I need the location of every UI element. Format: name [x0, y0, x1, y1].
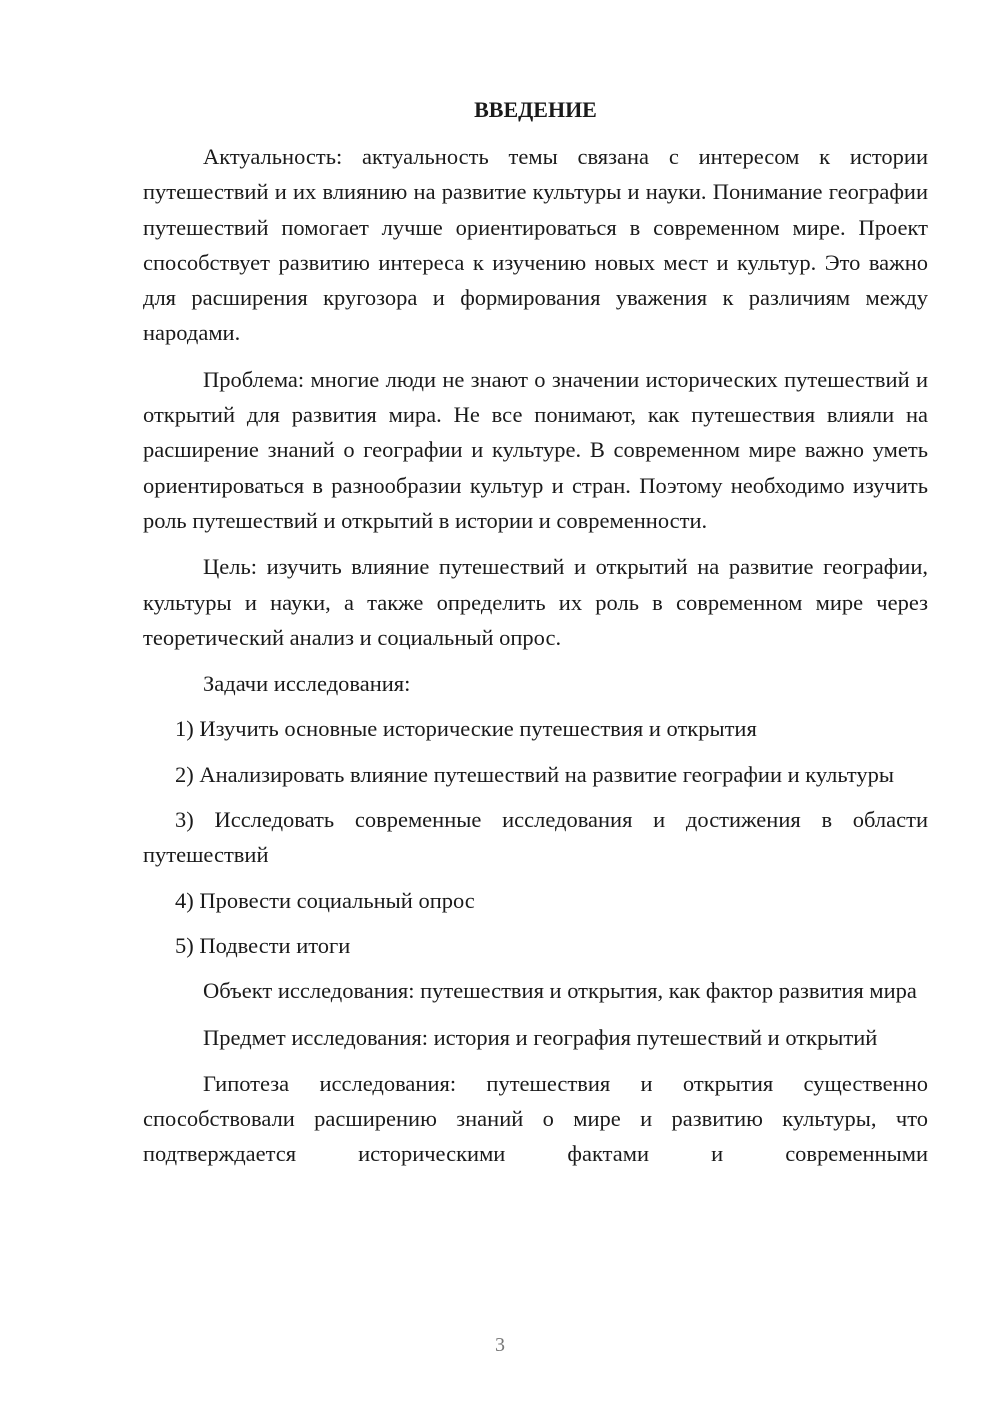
- tasks-heading: Задачи исследования:: [203, 671, 411, 697]
- paragraph-problem: Проблема: многие люди не знают о значении исторических путешествий и открытий для развития мира. Не все понимают, как путешествия влияли на расширение знаний о географии и культуре. В современном мире важно уметь ориентироваться в разнообразии культур и стран. Поэтому необходимо изучить роль путешествий и открытий в истории и современности.: [143, 366, 928, 533]
- paragraph-object: Объект исследования: путешествия и открытия, как фактор развития мира: [203, 978, 917, 1004]
- task-item-3: 3) Исследовать современные исследования и достижения в области путешествий: [143, 807, 928, 868]
- task-item-4: 4) Провести социальный опрос: [175, 887, 475, 913]
- section-title: ВВЕДЕНИЕ: [474, 97, 597, 122]
- task-item-1: 1) Изучить основные исторические путешествия и открытия: [175, 716, 757, 742]
- task-item-5: 5) Подвести итоги: [175, 932, 351, 958]
- task-item-2: 2) Анализировать влияние путешествий на развитие географии и культуры: [175, 761, 894, 787]
- paragraph-hypothesis: Гипотеза исследования: путешествия и открытия существенно способствовали расширению знаний о мире и развитию культуры, что подтверждается историческими фактами и современными: [143, 1070, 928, 1167]
- paragraph-goal: Цель: изучить влияние путешествий и открытий на развитие географии, культуры и науки, а также определить их роль в современном мире через теоретический анализ и социальный опрос.: [143, 554, 928, 650]
- paragraph-relevance: Актуальность: актуальность темы связана с интересом к истории путешествий и их влиянию на развитие культуры и науки. Понимание географии путешествий помогает лучше ориентироваться в современном мире. Проект способствует развитию интереса к изучению новых мест и культур. Это важно для расширения кругозора и формирования уважения к различиям между народами.: [143, 144, 928, 346]
- document-page: [143, 92, 928, 1183]
- paragraph-subject: Предмет исследования: история и география путешествий и открытий: [203, 1024, 878, 1050]
- page-number: 3: [495, 1334, 505, 1356]
